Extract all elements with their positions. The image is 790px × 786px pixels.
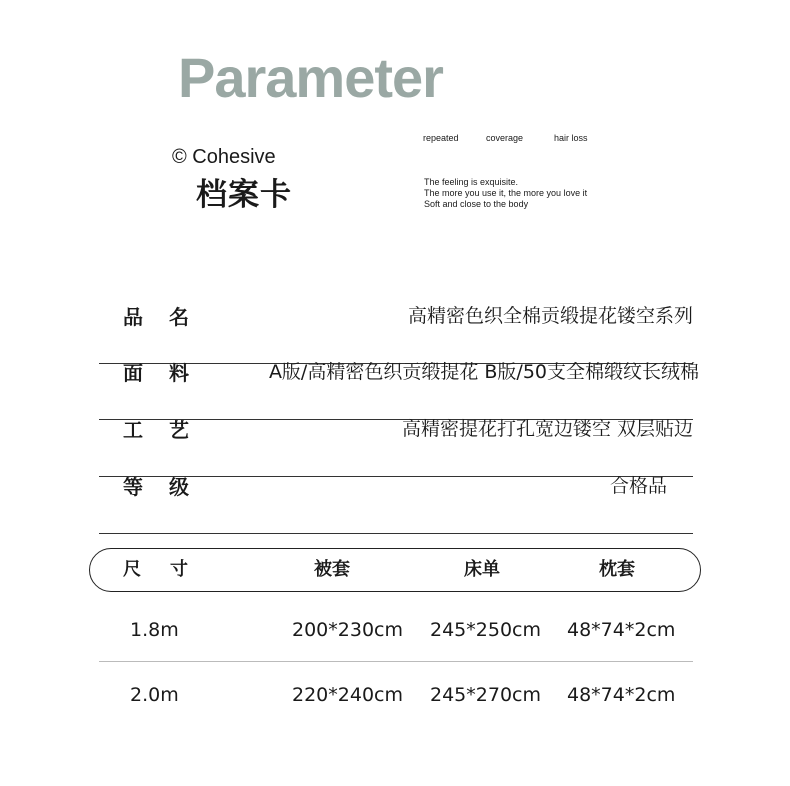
tagline-line: The more you use it, the more you love it xyxy=(424,188,588,198)
param-value: 合格品 xyxy=(609,475,667,497)
row-divider xyxy=(99,661,693,662)
param-row-craft: 工 艺 高精密提花打孔宽边镂空 双层贴边 xyxy=(99,420,693,477)
column-pillowcase: 枕套 xyxy=(599,559,635,580)
size-header-label: 尺 xyxy=(123,559,141,580)
param-row-fabric: 面 料 A版/高精密色织贡缎提花 B版/50支全棉缎纹长绒棉 xyxy=(99,363,693,420)
column-bed-sheet: 床单 xyxy=(464,559,500,580)
size-cell: 48*74*2cm xyxy=(567,684,676,706)
brand-name: © Cohesive xyxy=(172,146,276,168)
size-cell: 220*240cm xyxy=(292,684,403,706)
tag: hair loss xyxy=(554,133,588,143)
size-table-header xyxy=(89,548,701,592)
param-value: 高精密色织全棉贡缎提花镂空系列 xyxy=(407,305,693,327)
size-cell: 200*230cm xyxy=(292,619,403,641)
card-title: 档案卡 xyxy=(196,177,292,213)
size-cell: 48*74*2cm xyxy=(567,619,676,641)
tag: coverage xyxy=(486,133,524,143)
size-cell: 2.0m xyxy=(130,684,179,706)
tag: repeated xyxy=(423,133,459,143)
param-row-grade: 等 级 合格品 xyxy=(99,477,693,534)
size-header-label: 寸 xyxy=(170,559,188,580)
size-cell: 245*250cm xyxy=(430,619,541,641)
column-duvet-cover: 被套 xyxy=(314,559,350,580)
size-cell: 245*270cm xyxy=(430,684,541,706)
param-value: 高精密提花打孔宽边镂空 双层贴边 xyxy=(401,418,693,440)
tagline-line: The feeling is exquisite. xyxy=(424,177,519,187)
param-row-product-name: 品 名 高精密色织全棉贡缎提花镂空系列 xyxy=(99,307,693,364)
tagline-line: Soft and close to the body xyxy=(424,199,529,209)
size-cell: 1.8m xyxy=(130,619,179,641)
param-value: A版/高精密色织贡缎提花 B版/50支全棉缎纹长绒棉 xyxy=(268,361,699,383)
page-title: Parameter xyxy=(178,46,443,109)
tagline xyxy=(424,177,587,210)
